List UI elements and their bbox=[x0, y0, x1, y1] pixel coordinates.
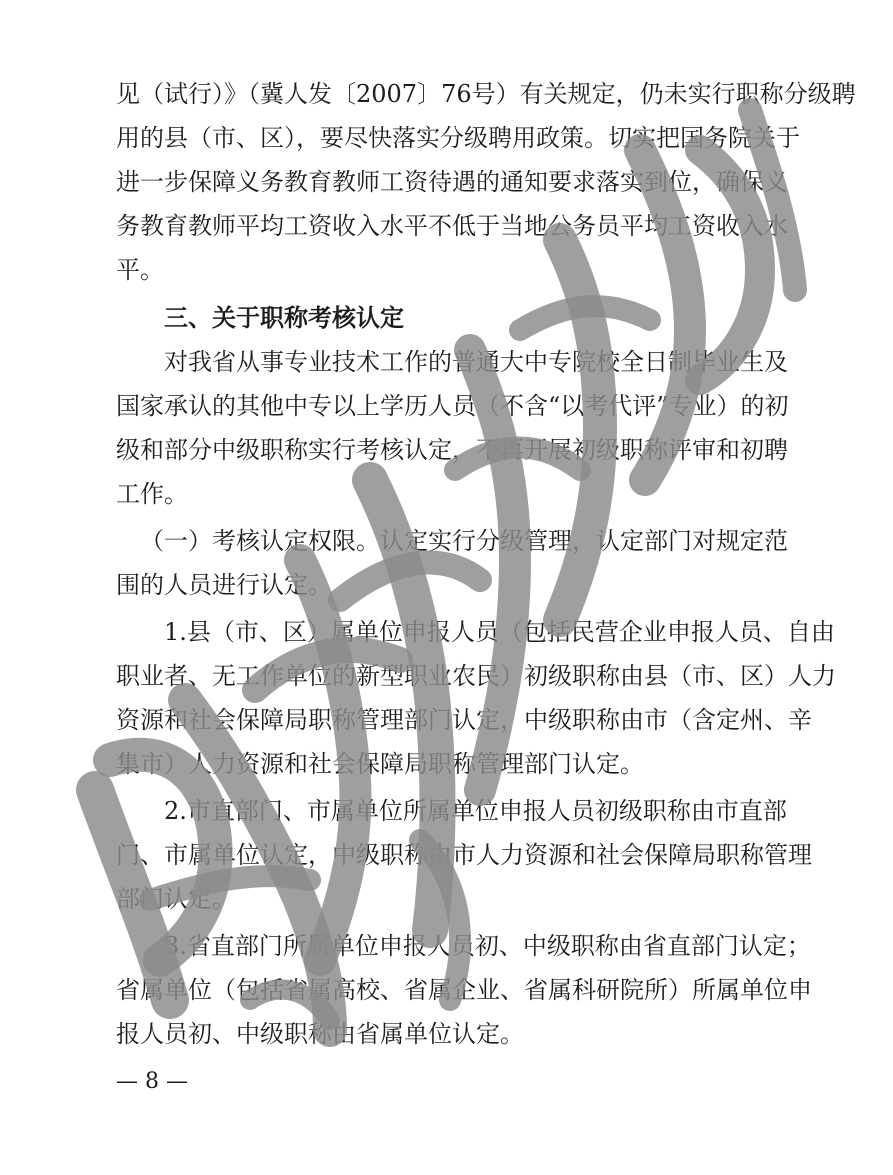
body-text-line: 进一步保障义务教育教师工资待遇的通知要求落实到位，确保义 bbox=[116, 168, 788, 196]
section-heading: 三、关于职称考核认定 bbox=[164, 304, 404, 332]
list-item-1-line: 集市）人力资源和社会保障局职称管理部门认定。 bbox=[116, 750, 644, 778]
list-item-1-line: 资源和社会保障局职称管理部门认定，中级职称由市（含定州、辛 bbox=[116, 706, 812, 734]
body-text-line: 工作。 bbox=[116, 480, 188, 508]
body-text-line: 见（试行）》（冀人发〔2007〕76号）有关规定，仍未实行职称分级聘 bbox=[116, 80, 856, 108]
body-text-line: 用的县（市、区），要尽快落实分级聘用政策。切实把国务院关于 bbox=[116, 124, 800, 152]
list-item-2-line: 部门认定。 bbox=[116, 885, 236, 913]
body-text-line: 对我省从事专业技术工作的普通大中专院校全日制毕业生及 bbox=[164, 348, 788, 376]
body-text-line: 国家承认的其他中专以上学历人员（不含“以考代评”专业）的初 bbox=[116, 392, 789, 420]
body-text-line: 务教育教师平均工资收入水平不低于当地公务员平均工资收入水 bbox=[116, 212, 788, 240]
body-text-line: 级和部分中级职称实行考核认定，不再开展初级职称评审和初聘 bbox=[116, 436, 788, 464]
subsection-line: （一）考核认定权限。认定实行分级管理，认定部门对规定范 bbox=[140, 527, 788, 555]
list-item-3-line: 3.省直部门所属单位申报人员初、中级职称由省直部门认定； bbox=[164, 932, 811, 960]
page-number: — 8 — bbox=[116, 1069, 188, 1094]
list-item-2-line: 门、市属单位认定，中级职称由市人力资源和社会保障局职称管理 bbox=[116, 841, 812, 869]
body-text-line: 平。 bbox=[116, 256, 164, 284]
body-text-line: 围的人员进行认定。 bbox=[116, 571, 332, 599]
list-item-2-line: 2.市直部门、市属单位所属单位申报人员初级职称由市直部 bbox=[164, 797, 787, 825]
list-item-1-line: 职业者、无工作单位的新型职业农民）初级职称由县（市、区）人力 bbox=[116, 662, 836, 690]
list-item-1-line: 1.县（市、区）属单位申报人员（包括民营企业申报人员、自由 bbox=[164, 618, 835, 646]
list-item-3-line: 报人员初、中级职称由省属单位认定。 bbox=[116, 1020, 524, 1048]
list-item-3-line: 省属单位（包括省属高校、省属企业、省属科研院所）所属单位申 bbox=[116, 976, 812, 1004]
